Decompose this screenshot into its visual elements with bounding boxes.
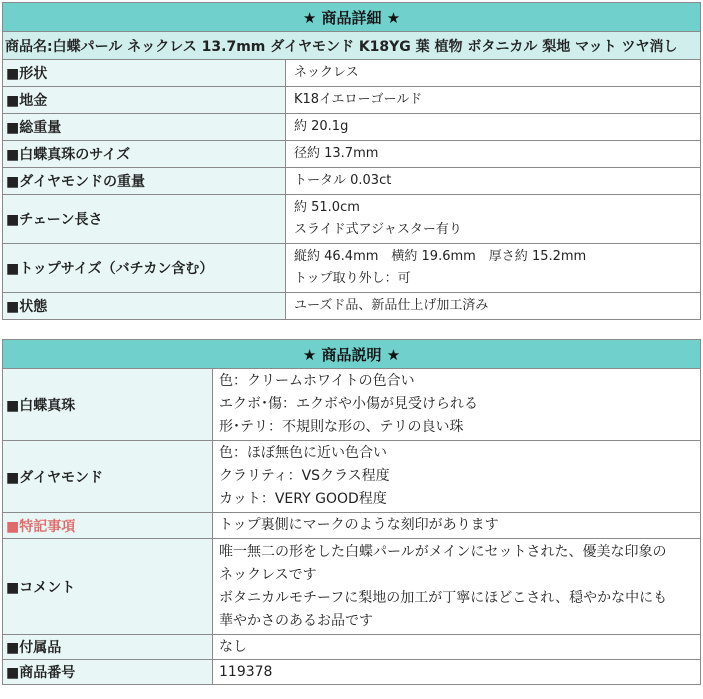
label-pearl: ■白蝶真珠: [3, 369, 213, 441]
label-diamond-weight: ■ダイヤモンドの重量: [3, 168, 286, 195]
label-diamond: ■ダイヤモンド: [3, 441, 213, 513]
label-special-notes: ■特記事項: [3, 513, 213, 539]
label-pearl-size: ■白蝶真珠のサイズ: [3, 141, 286, 168]
value-pearl: 色：クリームホワイトの色合い エクボ･傷：エクボや小傷が見受けられる 形･テリ：不規則な形の、テリの良い珠: [213, 369, 701, 441]
label-comment: ■コメント: [3, 539, 213, 635]
value-diamond-weight: トータル 0.03ct: [286, 168, 701, 195]
value-total-weight: 約 20.1g: [286, 114, 701, 141]
label-accessories: ■付属品: [3, 635, 213, 660]
value-chain-length: 約 51.0cm スライド式アジャスター有り: [286, 195, 701, 244]
value-accessories: なし: [213, 635, 701, 660]
value-product-number: 119378: [213, 660, 701, 685]
value-special-notes: トップ裏側にマークのような刻印があります: [213, 513, 701, 539]
label-shape: ■形状: [3, 60, 286, 87]
label-metal: ■地金: [3, 87, 286, 114]
product-description-table: [2, 339, 701, 685]
details-header: ★ 商品詳細 ★: [3, 3, 701, 32]
value-top-size: 縦約 46.4mm 横約 19.6mm 厚さ約 15.2mm トップ取り外し：可: [286, 244, 701, 293]
value-comment: 唯一無二の形をした白蝶パールがメインにセットされた、優美な印象の ネックレスです ボタニカルモチーフに梨地の加工が丁寧にほどこされ、穏やかな中にも 華やかさのあるお品です: [213, 539, 701, 635]
description-header: ★ 商品説明 ★: [3, 340, 701, 369]
value-condition: ユーズド品、新品仕上げ加工済み: [286, 293, 701, 320]
label-top-size: ■トップサイズ（バチカン含む）: [3, 244, 286, 293]
label-product-number: ■商品番号: [3, 660, 213, 685]
label-condition: ■状態: [3, 293, 286, 320]
label-chain-length: ■チェーン長さ: [3, 195, 286, 244]
value-diamond: 色：ほぼ無色に近い色合い クラリティ：VSクラス程度 カット：VERY GOOD程度: [213, 441, 701, 513]
label-total-weight: ■総重量: [3, 114, 286, 141]
value-pearl-size: 径約 13.7mm: [286, 141, 701, 168]
value-shape: ネックレス: [286, 60, 701, 87]
value-metal: K18イエローゴールド: [286, 87, 701, 114]
product-name: 商品名:白蝶パール ネックレス 13.7mm ダイヤモンド K18YG 葉 植物 ボタニカル 梨地 マット ツヤ消し: [3, 32, 701, 60]
product-details-table: [2, 2, 701, 320]
